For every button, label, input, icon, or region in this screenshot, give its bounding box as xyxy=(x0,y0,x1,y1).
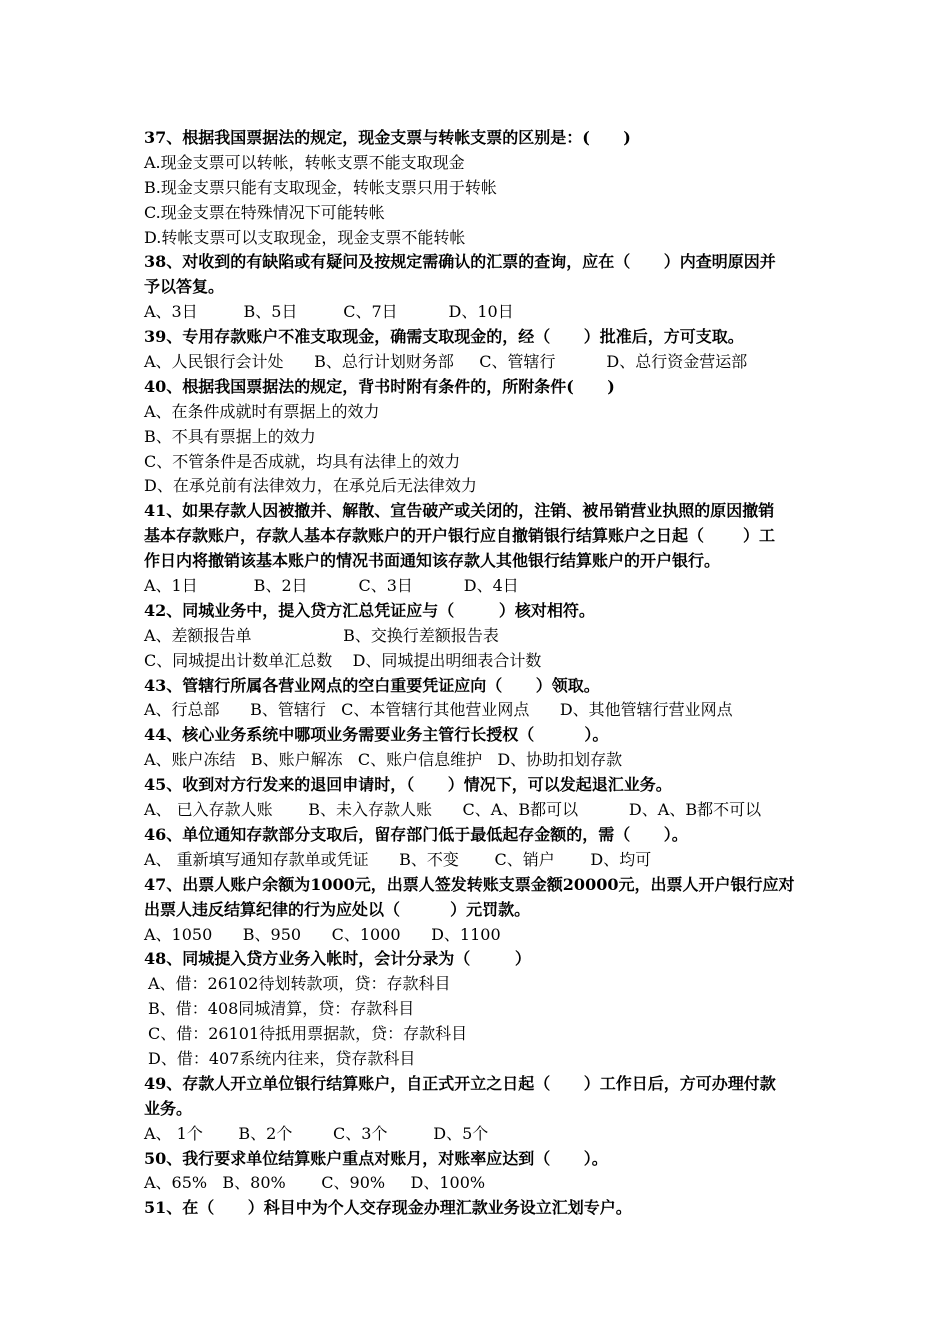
answer-option-line: C、同城提出计数单汇总数 D、同城提出明细表合计数 xyxy=(144,650,542,670)
answer-option-line: A、65% B、80% C、90% D、100% xyxy=(144,1173,486,1193)
question-text: 45、收到对方行发来的退回申请时，（ ）情况下，可以发起退汇业务。 xyxy=(144,775,672,795)
question-text: 40、根据我国票据法的规定，背书时附有条件的，所附条件( ) xyxy=(144,376,615,396)
answer-option-line: A、差额报告单 B、交换行差额报告表 xyxy=(144,625,499,645)
answer-option-line: A.现金支票可以转帐，转帐支票不能支取现金 xyxy=(144,152,465,172)
answer-option-line: A、1050 B、950 C、1000 D、1100 xyxy=(144,924,501,944)
answer-option-line: A、账户冻结 B、账户解冻 C、账户信息维护 D、协助扣划存款 xyxy=(144,750,623,770)
question-list xyxy=(144,126,814,1221)
answer-option-line: B、不具有票据上的效力 xyxy=(144,426,316,446)
answer-option-line: B、借：408同城清算，贷：存款科目 xyxy=(148,999,415,1019)
answer-option-line: D、在承兑前有法律效力，在承兑后无法律效力 xyxy=(144,476,477,496)
question-text: 46、单位通知存款部分支取后，留存部门低于最低起存金额的，需（ ）。 xyxy=(144,824,688,844)
question-text: 38、对收到的有缺陷或有疑问及按规定需确认的汇票的查询，应在（ ）内查明原因并 xyxy=(144,252,776,272)
answer-option-line: C、不管条件是否成就，均具有法律上的效力 xyxy=(144,451,461,471)
question-text: 48、同城提入贷方业务入帐时，会计分录为（ ） xyxy=(144,949,531,969)
question-text: 49、存款人开立单位银行结算账户，自正式开立之日起（ ）工作日后，方可办理付款 xyxy=(144,1073,776,1093)
question-text: 51、在（ ）科目中为个人交存现金办理汇款业务设立汇划专户。 xyxy=(144,1198,632,1218)
answer-option-line: C.现金支票在特殊情况下可能转帐 xyxy=(144,202,385,222)
answer-option-line: A、借：26102待划转款项，贷：存款科目 xyxy=(148,974,451,994)
question-text: 基本存款账户，存款人基本存款账户的开户银行应自撤销银行结算账户之日起（ ）工 xyxy=(144,526,775,546)
question-text: 37、根据我国票据法的规定，现金支票与转帐支票的区别是：( ) xyxy=(144,128,631,147)
question-text: 予以答复。 xyxy=(144,277,225,297)
question-text: 作日内将撤销该基本账户的情况书面通知该存款人其他银行结算账户的开户银行。 xyxy=(144,551,721,571)
answer-option-line: A、 已入存款人账 B、未入存款人账 C、A、B都可以 D、A、B都不可以 xyxy=(144,800,762,820)
answer-option-line: D.转帐支票可以支取现金，现金支票不能转帐 xyxy=(144,227,466,247)
answer-option-line: A、人民银行会计处 B、总行计划财务部 C、管辖行 D、总行资金营运部 xyxy=(144,352,748,372)
question-text: 业务。 xyxy=(144,1098,193,1118)
question-text: 50、我行要求单位结算账户重点对账月，对账率应达到（ ）。 xyxy=(144,1148,608,1168)
question-text: 47、出票人账户余额为1000元，出票人签发转账支票金额20000元，出票人开户银行应对 xyxy=(144,874,795,894)
question-text: 出票人违反结算纪律的行为应处以（ ）元罚款。 xyxy=(144,899,531,919)
answer-option-line: A、1日 B、2日 C、3日 D、4日 xyxy=(144,576,519,596)
question-text: 42、同城业务中，提入贷方汇总凭证应与（ ）核对相符。 xyxy=(144,600,595,620)
answer-option-line: D、借：407系统内往来，贷存款科目 xyxy=(148,1048,416,1068)
answer-option-line: C、借：26101待抵用票据款，贷：存款科目 xyxy=(148,1024,468,1044)
question-text: 39、专用存款账户不准支取现金，确需支取现金的，经（ ）批准后，方可支取。 xyxy=(144,327,744,347)
answer-option-line: A、行总部 B、管辖行 C、本管辖行其他营业网点 D、其他管辖行营业网点 xyxy=(144,700,733,720)
question-text: 44、核心业务系统中哪项业务需要业务主管行长授权（ ）。 xyxy=(144,725,609,745)
answer-option-line: A、 重新填写通知存款单或凭证 B、不变 C、销户 D、均可 xyxy=(144,849,652,869)
answer-option-line: A、在条件成就时有票据上的效力 xyxy=(144,401,380,421)
answer-option-line: A、 1个 B、2个 C、3个 D、5个 xyxy=(144,1123,489,1143)
question-text: 41、如果存款人因被撤并、解散、宣告破产或关闭的，注销、被吊销营业执照的原因撤销 xyxy=(144,501,775,521)
answer-option-line: A、3日 B、5日 C、7日 D、10日 xyxy=(144,302,514,322)
question-text: 43、管辖行所属各营业网点的空白重要凭证应向（ ）领取。 xyxy=(144,675,600,695)
answer-option-line: B.现金支票只能有支取现金，转帐支票只用于转帐 xyxy=(144,177,497,197)
